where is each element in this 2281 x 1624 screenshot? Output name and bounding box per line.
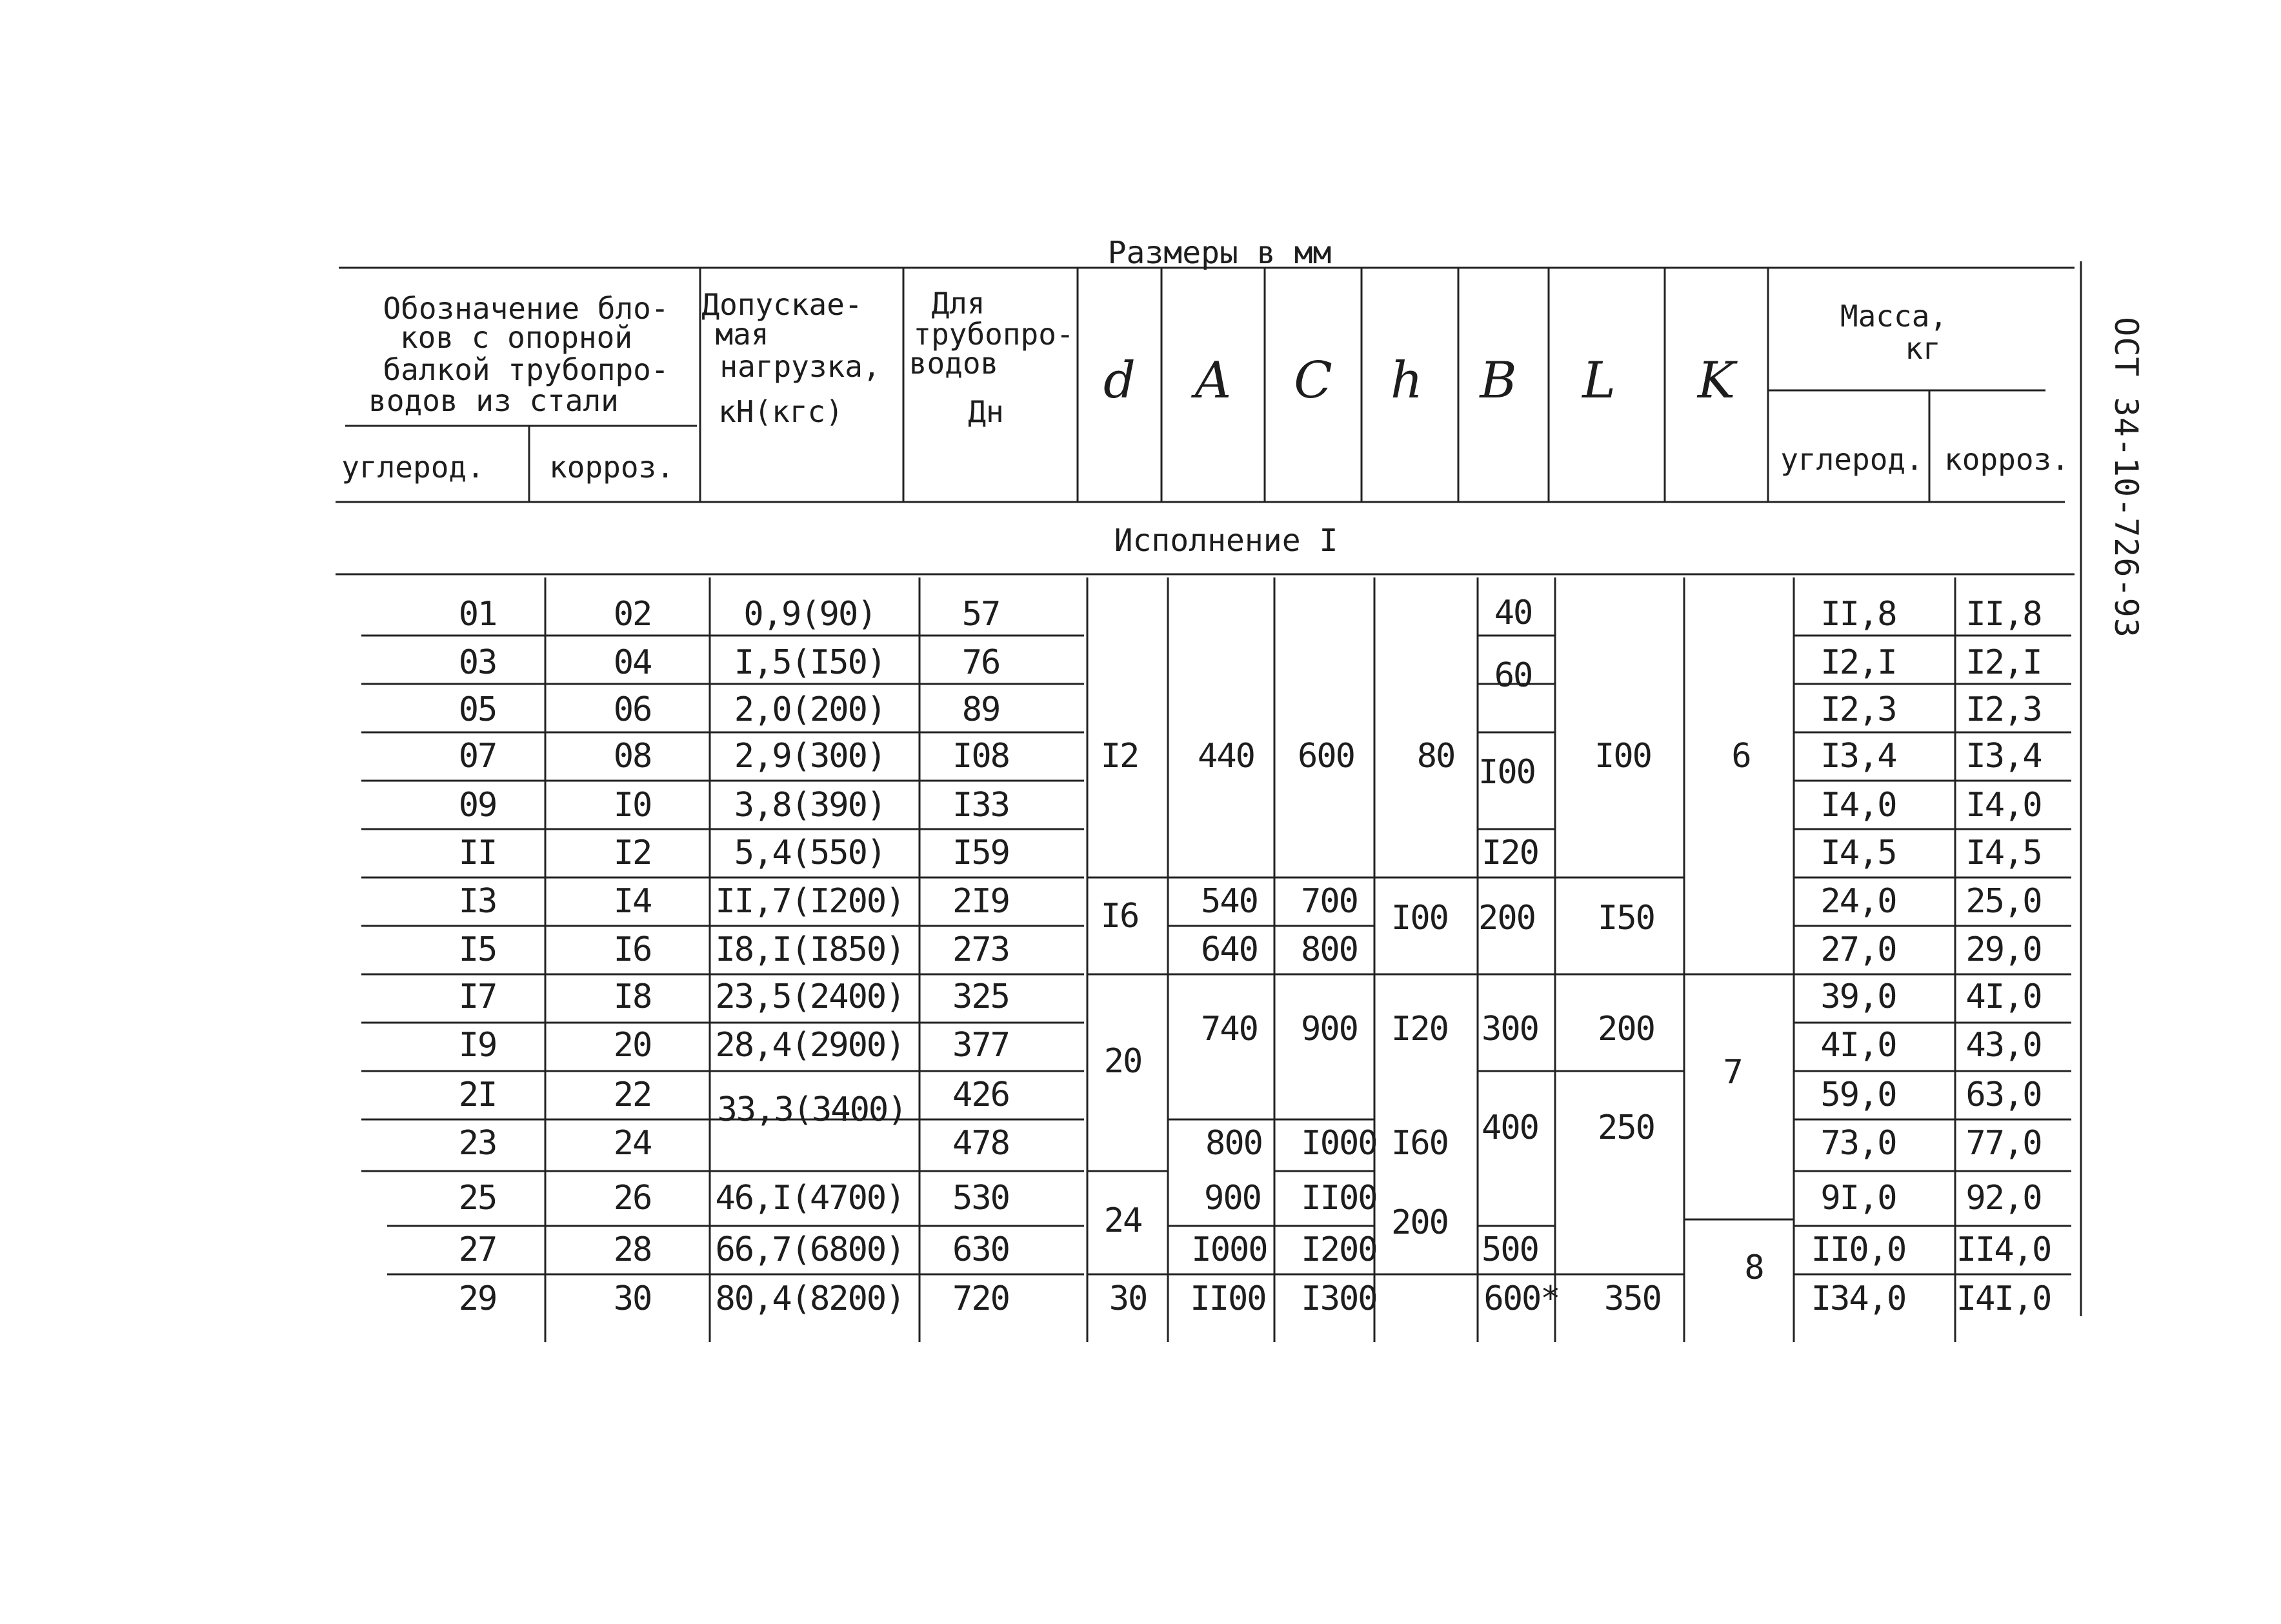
load-cell: 3,8(390) [734,786,886,825]
mass-carbon-cell: 73,0 [1820,1124,1896,1163]
header-load-line-3: нагрузка, [719,349,881,384]
mass-carbon-cell: 4I,0 [1820,1026,1896,1065]
mass-corrosion-cell: 63,0 [1965,1076,2042,1114]
d-value: I2 [1100,737,1139,776]
mass-corrosion-cell: 77,0 [1965,1124,2042,1163]
document-code: ОСТ 34-10-726-93 [2107,317,2145,638]
load-cell: I,5(I50) [734,643,886,682]
mass-corrosion-cell: 25,0 [1965,882,2042,921]
carbon-code-cell: 29 [458,1279,497,1318]
corrosion-code-cell: 20 [613,1026,652,1065]
pipe-size-cell: I33 [952,786,1009,825]
a-value: II00 [1190,1279,1266,1318]
a-value: 800 [1205,1124,1262,1163]
a-value: 640 [1201,930,1258,969]
load-cell: 80,4(8200) [715,1279,905,1318]
corrosion-code-cell: I8 [613,977,652,1016]
pipe-size-cell: 377 [952,1026,1009,1065]
corrosion-code-cell: I2 [613,834,652,872]
h-value: 80 [1416,737,1455,776]
header-designation-line-4: водов из стали [368,383,619,418]
pipe-size-cell: 720 [952,1279,1009,1318]
c-value: I000 [1301,1124,1377,1163]
b-value: 300 [1482,1010,1538,1048]
mass-corrosion-cell: 4I,0 [1965,977,2042,1016]
pipe-size-cell: I08 [952,737,1009,776]
header-designation-line-1: Обозначение бло- [383,291,669,326]
k-value: 8 [1744,1248,1764,1287]
a-value: I000 [1191,1230,1267,1269]
load-cell: 66,7(6800) [715,1230,905,1269]
header-symbol-k: K [1697,352,1736,410]
header-mass-line-2: кг [1905,331,1941,366]
corrosion-code-cell: 28 [613,1230,652,1269]
c-value: 800 [1301,930,1358,969]
mass-corrosion-cell: 29,0 [1965,930,2042,969]
header-mass-line-1: Масса, [1840,299,1948,334]
header-load-line-4: кН(кгс) [718,394,843,429]
header-designation-carbon: углерод. [341,450,485,485]
l-value: I50 [1598,899,1654,937]
mass-carbon-cell: I4,0 [1820,786,1896,825]
pipe-size-cell: 2I9 [952,882,1009,921]
pipe-size-cell: I59 [952,834,1009,872]
load-cell: 5,4(550) [734,834,886,872]
load-cell: 2,9(300) [734,737,886,776]
header-load-line-2: мая [715,317,769,352]
a-value: 740 [1201,1010,1258,1048]
corrosion-code-cell: I4 [613,882,652,921]
h-value: 200 [1391,1203,1448,1242]
header-symbol-c: C [1294,352,1332,410]
pipe-size-cell: 57 [961,595,1000,634]
pipe-size-cell: 630 [952,1230,1009,1269]
mass-carbon-cell: 59,0 [1820,1076,1896,1114]
corrosion-code-cell: 04 [613,643,652,682]
mass-corrosion-cell: II,8 [1965,595,2042,634]
corrosion-code-cell: 30 [613,1279,652,1318]
header-pipe-line-1: Для [931,286,985,321]
header-pipe-line-2: трубопро- [913,317,1074,352]
b-value: I20 [1482,834,1538,872]
corrosion-code-cell: 06 [613,690,652,729]
load-cell: 0,9(90) [743,595,876,634]
section-title: Исполнение I [1114,523,1338,559]
header-symbol-h: h [1390,352,1423,410]
header-symbol-a: A [1194,352,1232,410]
load-cell: I8,I(I850) [715,930,905,969]
d-value: 24 [1103,1201,1142,1240]
h-value: I60 [1391,1124,1448,1163]
b-value: 600* [1483,1279,1560,1318]
load-cell: 28,4(2900) [715,1026,905,1065]
header-pipe-line-4: Дн [968,394,1004,429]
c-value: 600 [1298,737,1354,776]
a-value: 440 [1198,737,1254,776]
c-value: I200 [1301,1230,1377,1269]
pipe-size-cell: 426 [952,1076,1009,1114]
mass-corrosion-cell: I4,0 [1965,786,2042,825]
b-value: 200 [1478,899,1535,937]
c-value: II00 [1301,1179,1377,1218]
l-value: 350 [1604,1279,1661,1318]
carbon-code-cell: I7 [458,977,497,1016]
c-value: I300 [1301,1279,1377,1318]
l-value: 250 [1598,1108,1654,1147]
pipe-size-cell: 273 [952,930,1009,969]
d-value: I6 [1100,897,1139,936]
d-value: 20 [1103,1042,1142,1081]
header-symbol-d: d [1103,352,1136,410]
carbon-code-cell: 25 [458,1179,497,1218]
h-value: I00 [1391,899,1448,937]
mass-carbon-cell: 27,0 [1820,930,1896,969]
load-cell: II,7(I200) [715,882,905,921]
k-value: 7 [1723,1053,1742,1092]
header-designation-line-2: ков с опорной [399,320,633,355]
header-load-line-1: Допускае- [701,287,863,322]
a-value: 900 [1204,1179,1261,1218]
load-cell: 46,I(4700) [715,1179,905,1218]
carbon-code-cell: 23 [458,1124,497,1163]
mass-corrosion-cell: I2,I [1965,643,2042,682]
mass-carbon-cell: 9I,0 [1820,1179,1896,1218]
carbon-code-cell: 01 [458,595,497,634]
carbon-code-cell: 2I [458,1076,497,1114]
mass-corrosion-cell: 92,0 [1965,1179,2042,1218]
carbon-code-cell: 27 [458,1230,497,1269]
carbon-code-cell: I5 [458,930,497,969]
carbon-code-cell: I3 [458,882,497,921]
header-designation-line-3: балкой трубопро- [383,352,669,387]
pipe-size-cell: 325 [952,977,1009,1016]
corrosion-code-cell: 26 [613,1179,652,1218]
mass-corrosion-cell: II4,0 [1956,1230,2051,1269]
b-value: 60 [1494,656,1532,695]
mass-carbon-cell: 39,0 [1820,977,1896,1016]
load-merged-21-24: 33,3(3400) [717,1090,907,1129]
corrosion-code-cell: 02 [613,595,652,634]
mass-corrosion-cell: I4I,0 [1956,1279,2051,1318]
header-symbol-l: L [1582,352,1616,410]
carbon-code-cell: 05 [458,690,497,729]
mass-carbon-cell: I2,3 [1820,690,1896,729]
pipe-size-cell: 478 [952,1124,1009,1163]
header-designation-corrosion: корроз. [549,450,674,485]
header-mass-corrosion: корроз. [1944,442,2069,477]
c-value: 700 [1301,882,1358,921]
header-mass-carbon: углерод. [1780,442,1924,477]
mass-corrosion-cell: I4,5 [1965,834,2042,872]
load-cell: 23,5(2400) [715,977,905,1016]
carbon-code-cell: II [458,834,497,872]
load-cell: 2,0(200) [734,690,886,729]
pipe-size-cell: 76 [961,643,1000,682]
mass-carbon-cell: I4,5 [1820,834,1896,872]
carbon-code-cell: 09 [458,786,497,825]
corrosion-code-cell: 22 [613,1076,652,1114]
carbon-code-cell: 03 [458,643,497,682]
b-value: 40 [1494,594,1532,632]
mass-carbon-cell: II,8 [1820,595,1896,634]
l-value: I00 [1594,737,1651,776]
pipe-size-cell: 89 [961,690,1000,729]
mass-carbon-cell: I3,4 [1820,737,1896,776]
mass-corrosion-cell: 43,0 [1965,1026,2042,1065]
units-caption: Размеры в мм [1107,235,1332,271]
mass-corrosion-cell: I2,3 [1965,690,2042,729]
mass-carbon-cell: I34,0 [1811,1279,1906,1318]
header-symbol-b: B [1480,352,1517,410]
b-value: I00 [1478,753,1535,792]
mass-carbon-cell: I2,I [1820,643,1896,682]
l-value: 200 [1598,1010,1654,1048]
corrosion-code-cell: I0 [613,786,652,825]
a-value: 540 [1201,882,1258,921]
mass-corrosion-cell: I3,4 [1965,737,2042,776]
h-value: I20 [1391,1010,1448,1048]
header-pipe-line-3: водов [909,346,999,381]
pipe-size-cell: 530 [952,1179,1009,1218]
corrosion-code-cell: 24 [613,1124,652,1163]
corrosion-code-cell: 08 [613,737,652,776]
b-value: 400 [1482,1108,1538,1147]
k-value: 6 [1731,737,1751,776]
corrosion-code-cell: I6 [613,930,652,969]
mass-carbon-cell: 24,0 [1820,882,1896,921]
c-value: 900 [1301,1010,1358,1048]
carbon-code-cell: 07 [458,737,497,776]
carbon-code-cell: I9 [458,1026,497,1065]
d-value: 30 [1109,1279,1147,1318]
b-value: 500 [1482,1230,1538,1269]
mass-carbon-cell: II0,0 [1811,1230,1906,1269]
